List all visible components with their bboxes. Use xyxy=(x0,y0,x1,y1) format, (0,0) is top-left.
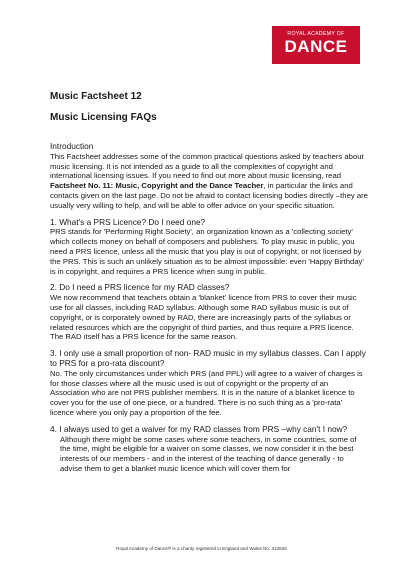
rad-logo xyxy=(272,26,360,64)
q1-body: PRS stands for 'Performing Right Society', an organization known as a 'collecting society' which collects money on behalf of composers and publishers. To play music in public, you need a PRS licence, unless all the music that you play is out of copyright, or not licensed by the PRS. This is such an unlikely situation as to be almost impossible: even 'Happy Birthday' is in copyright, and requires a PRS licence when sung in public. xyxy=(50,227,364,276)
factsheet-reference-rest: , in particular the links and contacts given on the last page. Do not be afraid to contact licensing bodies directly –they are usually very willing to help, and will be able to offer advice on your specific situation. xyxy=(50,181,368,210)
logo-line-1: ROYAL ACADEMY OF xyxy=(287,31,345,37)
page-footer: Royal Academy of Dance® is a charity registered in England and Wales No. 312826 xyxy=(116,546,287,551)
intro-factsheet-paragraph xyxy=(50,181,368,210)
page-title: Music Factsheet 12 xyxy=(50,91,142,102)
q2-heading: 2. Do I need a PRS licence for my RAD classes? xyxy=(50,282,230,293)
q2-body: We now recommend that teachers obtain a 'blanket' licence from PRS to cover their music use for all classes, including RAD syllabus. Although some RAD syllabus music is out of copyright, or is corporately owned by RAD, there are increasingly parts of the syllabus or related resources which are the copyright of third parties, and thus require a PRS licence. The RAD itself has a PRS licence for the same reason. xyxy=(50,293,357,342)
factsheet-reference: Factsheet No. 11: Music, Copyright and the Dance Teacher xyxy=(50,181,264,191)
q3-heading: 3. I only use a small proportion of non- RAD music in my syllabus classes. Can I apply to PRS for a pro-rata discount? xyxy=(50,348,366,368)
q3-body: No. The only circumstances under which PRS (and PPL) will agree to a waiver of charges is for those classes where all the music used is out of copyright or the property of an Association who are not PRS publisher members. It is in the nature of a blanket licence to cover you for the use of one piece, or a hundred. There is no such thing as a 'pro-rata' licence where you only pay a proportion of the fee. xyxy=(50,368,363,417)
document-body xyxy=(50,142,368,474)
q4-heading: 4. I always used to get a waiver for my RAD classes from PRS –why can't I now? xyxy=(50,423,348,434)
page-subtitle: Music Licensing FAQs xyxy=(50,112,157,123)
intro-heading: Introduction xyxy=(50,141,94,151)
intro-body: This Factsheet addresses some of the common practical questions asked by teachers about music licensing. It is not intended as a guide to all the complexities of copyright and international licensing issues. If you need to find out more about music licensing, read xyxy=(50,151,364,181)
q1-heading: 1. What's a PRS Licence? Do I need one? xyxy=(50,216,206,227)
logo-line-2: DANCE xyxy=(284,37,348,56)
q4-body: Although there might be some cases where some teachers, in some countries, some of the time, might be eligible for a waiver on some classes, we now consider it in the best interests of our members - and in the interest of the teaching of dance generally - to advise them to get a blanket music licence which will cover them for xyxy=(60,434,357,473)
